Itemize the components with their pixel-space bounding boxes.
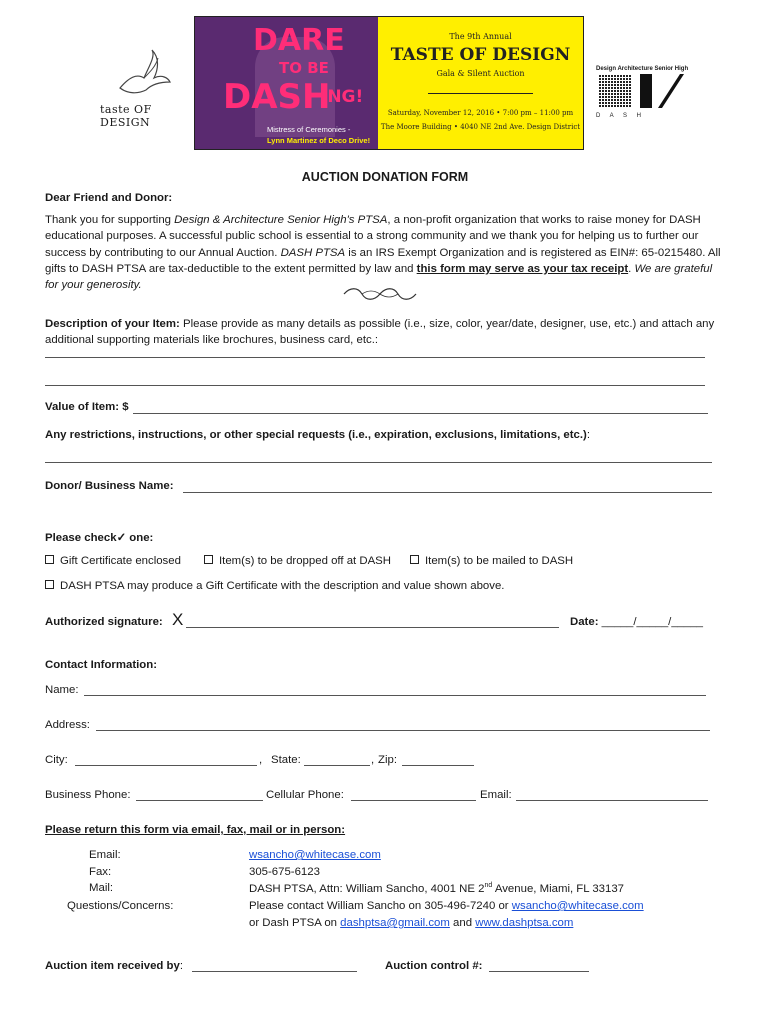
checkbox[interactable]	[45, 580, 54, 589]
website-link[interactable]: www.dashptsa.com	[475, 917, 574, 929]
banner-subtitle: Gala & Silent Auction	[436, 69, 525, 78]
description-field-1[interactable]	[45, 357, 705, 358]
city-label: City:	[45, 754, 68, 766]
intro-text-2: , a non-profit organization that works to raise money for DASH educational purposes. A successful public school is essential to a strong community and we thank you for helping us to further our success by contributing to our Annual Auction.	[45, 214, 701, 259]
donor-label: Donor/ Business Name:	[45, 480, 174, 492]
intro-ptsa: DASH PTSA	[280, 246, 346, 259]
return-mail	[249, 882, 624, 895]
banner-venue: The Moore Building • 4040 NE 2nd Ave. Design District	[380, 123, 581, 131]
mail-sup: nd	[484, 882, 493, 889]
contact-heading: Contact Information:	[45, 659, 157, 671]
return-fax: 305-675-6123	[249, 866, 320, 878]
intro-grateful: We are grateful for your generosity.	[45, 262, 713, 292]
address-field[interactable]	[96, 730, 710, 731]
return-email-link[interactable]: wsancho@whitecase.com	[249, 849, 381, 861]
zip-field[interactable]	[402, 765, 474, 766]
dove-icon	[100, 48, 190, 98]
business-phone-field[interactable]	[136, 800, 263, 801]
option-label: Gift Certificate enclosed	[60, 555, 181, 567]
control-field[interactable]	[489, 971, 589, 972]
di-logo-icon	[596, 72, 686, 110]
signature-label: Authorized signature:	[45, 616, 163, 628]
signature-x: X	[172, 610, 184, 629]
school-letters: D A S H	[596, 113, 646, 119]
control-label: Auction control #:	[385, 960, 483, 972]
intro-paragraph	[45, 212, 725, 293]
option-gift-certificate[interactable]	[45, 555, 181, 567]
name-field[interactable]	[84, 695, 706, 696]
banner-date: Saturday, November 12, 2016 • 7:00 pm – 11:00 pm	[387, 109, 574, 117]
banner-ing: ING!	[321, 87, 364, 107]
email-field[interactable]	[516, 800, 708, 801]
value-field[interactable]	[133, 413, 708, 414]
return-heading: Please return this form via email, fax, mail or in person:	[45, 824, 346, 836]
return-email-label: Email:	[89, 849, 121, 861]
state-label: State:	[271, 754, 301, 766]
description-label: Description of your Item:	[45, 318, 180, 330]
questions-text	[249, 900, 644, 912]
intro-org: Design & Architecture Senior High's PTSA	[174, 214, 388, 226]
option-mailed[interactable]	[410, 555, 573, 567]
questions-label: Questions/Concerns:	[67, 900, 174, 912]
description-text-2: additional supporting materials like brochures, business card, etc.:	[45, 334, 379, 346]
city-field[interactable]	[75, 765, 257, 766]
form-title: AUCTION DONATION FORM	[301, 170, 469, 184]
option-ptsa-certificate[interactable]	[45, 580, 504, 592]
banner-lynn: Lynn Martinez of Deco Drive!	[267, 136, 371, 145]
option-label: Item(s) to be mailed to DASH	[425, 555, 574, 567]
mail-address-2: Avenue, Miami, FL 33137	[492, 882, 625, 895]
banner-mistress: Mistress of Ceremonies -	[267, 125, 351, 134]
banner-annual: The 9th Annual	[449, 32, 512, 41]
checkbox[interactable]	[204, 555, 213, 564]
signature-field[interactable]	[186, 627, 559, 628]
option-label: DASH PTSA may produce a Gift Certificate with the description and value shown above.	[60, 580, 505, 592]
option-label: Item(s) to be dropped off at DASH	[219, 555, 391, 567]
intro-text-3: is an IRS Exempt Organization and is registered as EIN#: 65-0215480. All gifts to DASH PTSA are tax-deductible to the extent permitted by law and	[45, 246, 721, 275]
date-field[interactable]: _____/_____/_____	[598, 616, 704, 628]
state-field[interactable]	[304, 765, 370, 766]
date-label: Date:	[570, 616, 599, 628]
questions-contact: Please contact William Sancho on 305-496-7240 or	[249, 900, 512, 912]
banner-title: TASTE OF DESIGN	[390, 45, 571, 65]
cell-phone-field[interactable]	[351, 800, 476, 801]
flourish-divider-icon	[340, 287, 420, 301]
greeting: Dear Friend and Donor:	[45, 192, 173, 204]
value-label: Value of Item: $	[45, 401, 129, 413]
banner-info	[378, 17, 583, 149]
option-drop-off[interactable]	[204, 555, 391, 567]
banner-dare: DARE	[253, 23, 345, 58]
banner-dash: DASH	[223, 77, 331, 117]
or-text: or Dash PTSA on	[249, 917, 341, 929]
received-line	[45, 960, 183, 972]
and-text: and	[449, 917, 476, 929]
return-mail-label: Mail:	[89, 882, 114, 894]
restrictions-field[interactable]	[45, 462, 712, 463]
checkbox[interactable]	[45, 555, 54, 564]
taste-of-design-logo	[100, 48, 190, 129]
cell-phone-label: Cellular Phone:	[266, 789, 344, 801]
questions-email-link[interactable]: wsancho@whitecase.com	[511, 900, 644, 912]
banner-art	[195, 17, 378, 149]
received-label: Auction item received by	[45, 960, 180, 972]
restrictions-line	[45, 429, 590, 441]
zip-label: Zip:	[378, 754, 397, 766]
received-colon: :	[179, 960, 184, 972]
ptsa-email-link[interactable]: dashptsa@gmail.com	[340, 917, 450, 929]
date-line	[570, 616, 703, 628]
intro-receipt: this form may serve as your tax receipt	[416, 262, 629, 275]
description-text: Please provide as many details as possible (i.e., size, color, year/date, designer, use, etc.) and attach any	[179, 318, 715, 330]
banner-divider	[428, 93, 533, 94]
intro-text-1: Thank you for supporting	[45, 214, 175, 226]
address-label: Address:	[45, 719, 90, 731]
event-banner	[194, 16, 584, 150]
return-fax-label: Fax:	[89, 866, 112, 878]
restrictions-label: Any restrictions, instructions, or other special requests (i.e., expiration, exclusions, limitations, etc.)	[45, 429, 587, 441]
received-field[interactable]	[192, 971, 357, 972]
business-phone-label: Business Phone:	[45, 789, 131, 801]
description-line-1	[45, 318, 714, 330]
description-field-2[interactable]	[45, 385, 705, 386]
checkbox[interactable]	[410, 555, 419, 564]
banner-to-be: TO BE	[279, 59, 329, 77]
brand-left-text: taste OF DESIGN	[100, 103, 152, 129]
check-label: Please check✓ one:	[45, 532, 154, 544]
mail-address-1: DASH PTSA, Attn: William Sancho, 4001 NE 2	[249, 882, 485, 895]
name-label: Name:	[45, 684, 79, 696]
donor-field[interactable]	[183, 492, 712, 493]
email-label: Email:	[480, 789, 512, 801]
restrictions-colon: :	[586, 429, 591, 441]
intro-text-4: .	[628, 262, 635, 275]
dash-school-logo	[596, 66, 689, 122]
ptsa-contact	[249, 917, 573, 929]
school-label: Design Architecture Senior High	[596, 66, 689, 72]
